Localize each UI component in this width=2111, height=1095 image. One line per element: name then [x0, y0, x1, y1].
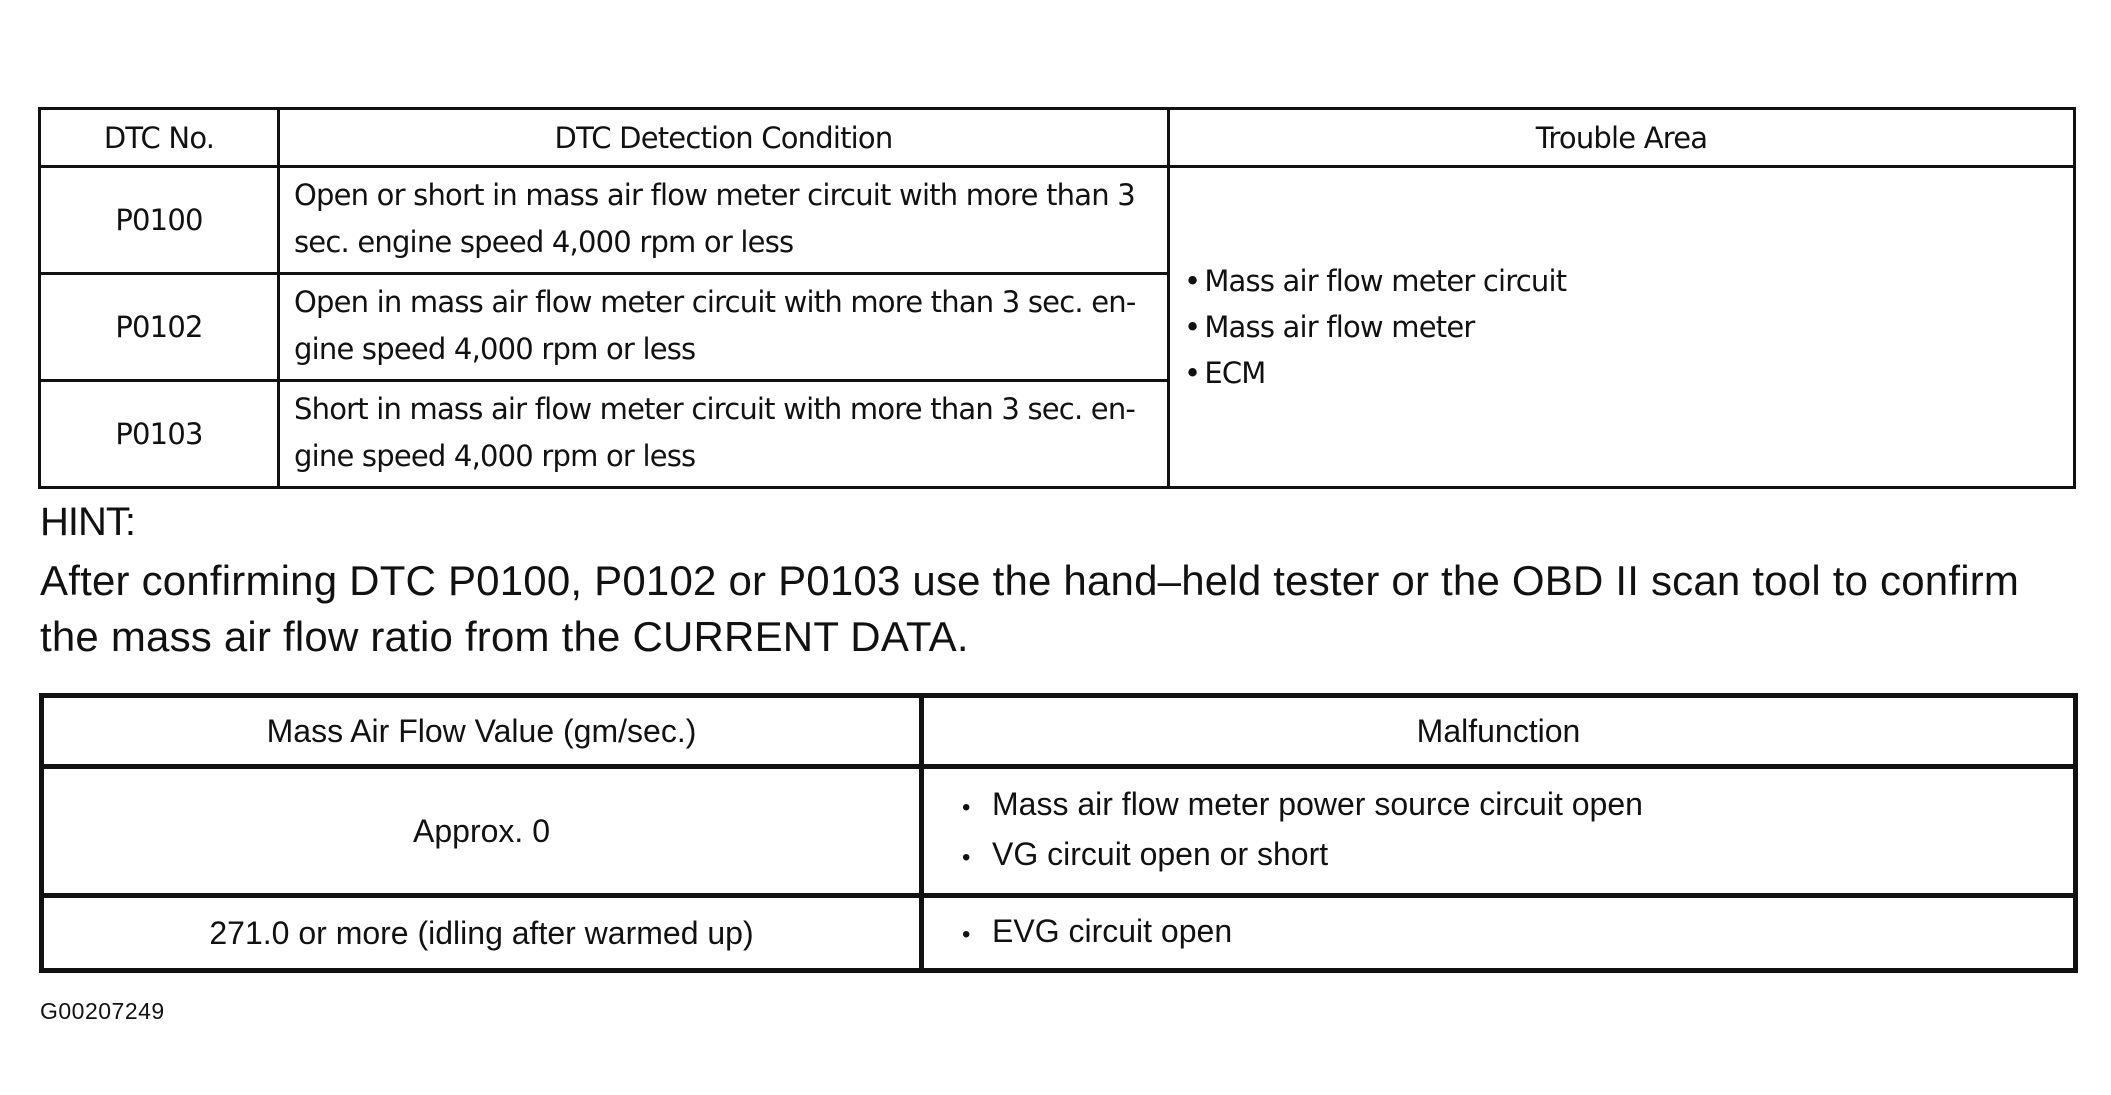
dtc-code: P0100	[40, 167, 279, 274]
dtc-header-trouble-area: Trouble Area	[1169, 109, 2075, 167]
hint-text	[40, 553, 2100, 665]
maf-malfunction	[922, 767, 2076, 896]
trouble-area-label: Mass air flow meter	[1204, 310, 1475, 344]
hint-line: the mass air flow ratio from the CURRENT DATA.	[40, 613, 969, 660]
malfunction-item	[962, 781, 2035, 831]
maf-row	[42, 767, 2076, 896]
dtc-condition-line: gine speed 4,000 rpm or less	[294, 332, 696, 366]
bullet-icon: •	[962, 921, 971, 948]
malfunction-label: VG circuit open or short	[992, 836, 1329, 872]
dtc-code: P0102	[40, 274, 279, 381]
dtc-table-header-row	[40, 109, 2075, 167]
trouble-area-item	[1184, 304, 2059, 350]
maf-row	[42, 896, 2076, 971]
bullet-icon: •	[962, 794, 971, 821]
trouble-area-label: ECM	[1204, 356, 1266, 390]
bullet-icon: •	[1184, 310, 1201, 344]
hint-label: HINT:	[40, 500, 135, 544]
dtc-condition-line: sec. engine speed 4,000 rpm or less	[294, 225, 794, 259]
dtc-trouble-area	[1169, 167, 2075, 488]
maf-table-header-row	[42, 696, 2076, 767]
malfunction-item	[962, 831, 2035, 881]
bullet-icon: •	[1184, 356, 1201, 390]
bullet-icon: •	[1184, 264, 1201, 298]
maf-value: 271.0 or more (idling after warmed up)	[42, 896, 922, 971]
dtc-header-code: DTC No.	[40, 109, 279, 167]
maf-table	[39, 693, 2078, 973]
dtc-header-condition: DTC Detection Condition	[279, 109, 1169, 167]
dtc-row-p0100	[40, 167, 2075, 274]
malfunction-label: EVG circuit open	[992, 913, 1233, 949]
dtc-condition-line: gine speed 4,000 rpm or less	[294, 439, 696, 473]
malfunction-item	[962, 908, 2035, 958]
trouble-area-item	[1184, 258, 2059, 304]
trouble-area-item	[1184, 350, 2059, 396]
dtc-condition-line: Open or short in mass air flow meter circuit with more than 3	[294, 178, 1135, 212]
dtc-condition	[279, 167, 1169, 274]
dtc-condition	[279, 381, 1169, 488]
dtc-condition-line: Short in mass air flow meter circuit with more than 3 sec. en-	[294, 392, 1136, 426]
figure-id: G00207249	[40, 998, 165, 1024]
maf-value: Approx. 0	[42, 767, 922, 896]
dtc-condition	[279, 274, 1169, 381]
trouble-area-label: Mass air flow meter circuit	[1204, 264, 1567, 298]
hint-line: After confirming DTC P0100, P0102 or P0103 use the hand–held tester or the OBD II scan tool to confirm	[40, 557, 2020, 604]
maf-malfunction	[922, 896, 2076, 971]
maf-header-value: Mass Air Flow Value (gm/sec.)	[42, 696, 922, 767]
malfunction-label: Mass air flow meter power source circuit open	[992, 786, 1643, 822]
dtc-table	[38, 107, 2076, 489]
dtc-code: P0103	[40, 381, 279, 488]
dtc-condition-line: Open in mass air flow meter circuit with more than 3 sec. en-	[294, 285, 1136, 319]
maf-header-malfunction: Malfunction	[922, 696, 2076, 767]
bullet-icon: •	[962, 844, 971, 871]
